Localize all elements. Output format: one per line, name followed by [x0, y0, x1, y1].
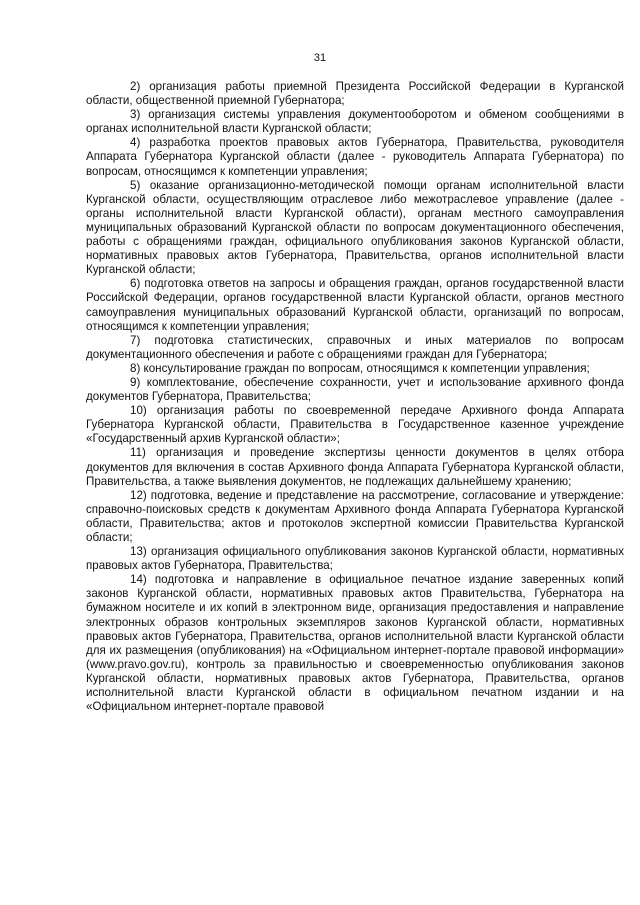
list-item-14: 14) подготовка и направление в официальное печатное издание заверенных копий законов Курганской области, нормативных правовых актов Правительства, Губернатора на бумажном носителе и их копий в электронном виде, организация предоставления и направление электронных образов контрольных экземпляров законов Курганской области, нормативных правовых актов Губернатора, Правительства, органов исполнительной власти Курганской области для их размещения (опубликования) на «Официальном интернет-портале правовой информации» (www.pravo.gov.ru), контроль за правильностью и своевременностью опубликования законов Курганской области, нормативных правовых актов Губернатора, Правительства, органов исполнительной власти Курганской области в официальном печатном издании и на «Официальном интернет-портале правовой [86, 573, 624, 714]
list-item-13: 13) организация официального опубликования законов Курганской области, нормативных правовых актов Губернатора, Правительства; [86, 545, 624, 573]
list-item-9: 9) комплектование, обеспечение сохранности, учет и использование архивного фонда документов Губернатора, Правительства; [86, 375, 624, 404]
list-item-12: 12) подготовка, ведение и представление на рассмотрение, согласование и утверждение: справочно-поисковых средств к документам Архивного фонда Аппарата Губернатора Курганской области, Правительства; актов и протоколов экспертной комиссии Правительства Курганской области; [86, 488, 624, 544]
list-item-4: 4) разработка проектов правовых актов Губернатора, Правительства, руководителя Аппарата Губернатора Курганской области (далее - руководитель Аппарата Губернатора) по вопросам, относящимся к компетенции управления; [86, 136, 624, 178]
document-body [86, 80, 624, 714]
list-item-8: 8) консультирование граждан по вопросам, относящимся к компетенции управления; [130, 361, 590, 375]
list-item-5: 5) оказание организационно-методической помощи органам исполнительной власти Курганской области, осуществляющим отраслевое либо межотраслевое управление (далее - органы исполнительной власти Курганской области), органам местного самоуправления муниципальных образований Курганской области по вопросам документационного обеспечения, работы с обращениями граждан, официального опубликования законов Курганской области, нормативных правовых актов Губернатора, Правительства, органов исполнительной власти Курганской области; [86, 178, 624, 277]
page-number: 31 [313, 52, 327, 64]
list-item-7: 7) подготовка статистических, справочных и иных материалов по вопросам документационного обеспечения и работе с обращениями граждан для Губернатора; [86, 333, 624, 361]
list-item-6: 6) подготовка ответов на запросы и обращения граждан, органов государственной власти Российской Федерации, органов государственной власти Курганской области, органов местного самоуправления муниципальных образований Курганской области, организаций по вопросам, относящимся к компетенции управления; [86, 277, 624, 333]
list-item-10: 10) организация работы по своевременной передаче Архивного фонда Аппарата Губернатора Курганской области, Правительства в Государственное казенное учреждение «Государственный архив Курганской области»; [86, 404, 624, 446]
list-item-3: 3) организация системы управления документооборотом и обменом сообщениями в органах исполнительной власти Курганской области; [86, 108, 624, 136]
list-item-2: 2) организация работы приемной Президента Российской Федерации в Курганской области, общественной приемной Губернатора; [86, 80, 624, 108]
list-item-11: 11) организация и проведение экспертизы ценности документов в целях отбора документов для включения в состав Архивного фонда Аппарата Губернатора Курганской области, Правительства, а также выявления документов, не подлежащих дальнейшему хранению; [86, 446, 624, 488]
